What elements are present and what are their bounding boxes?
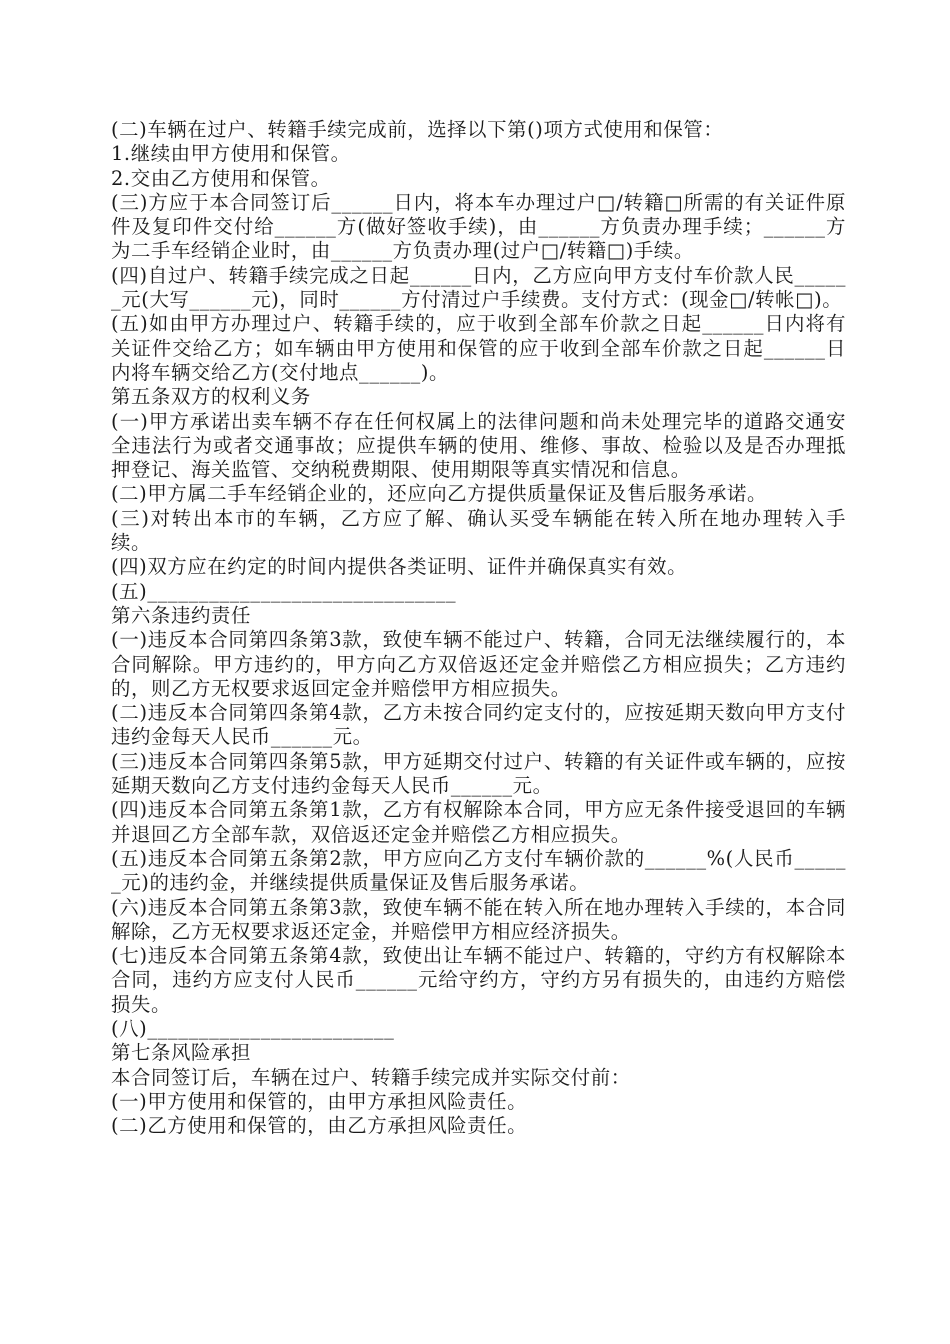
article-6-item-4: (四)违反本合同第五条第1款，乙方有权解除本合同，甲方应无条件接受退回的车辆并退回乙方全部车款，双倍返还定金并赔偿乙方相应损失。 — [111, 798, 846, 846]
section-heading-article-5: 第五条双方的权利义务 — [111, 385, 311, 409]
article-6-item-6: (六)违反本合同第五条第3款，致使车辆不能在转入所在地办理转入手续的，本合同解除，乙方无权要求返还定金，并赔偿甲方相应经济损失。 — [111, 895, 846, 943]
clause-5-delivery: (五)如由甲方办理过户、转籍手续的，应于收到全部车价款之日起______日内将有关证件交给乙方；如车辆由甲方使用和保管的应于收到全部车价款之日起______日内将车辆交给乙方(交付地点______)。 — [111, 312, 846, 384]
article-5-item-5-blank: (五)______________________________ — [111, 579, 457, 603]
article-6-item-2: (二)违反本合同第四条第4款，乙方未按合同约定支付的，应按延期天数向甲方支付违约金每天人民币______元。 — [111, 701, 846, 749]
option-1: 1.继续由甲方使用和保管。 — [111, 142, 351, 166]
article-6-item-5: (五)违反本合同第五条第2款，甲方应向乙方支付车辆价款的______%(人民币______元)的违约金，并继续提供质量保证及售后服务承诺。 — [111, 846, 846, 895]
section-heading-article-7: 第七条风险承担 — [111, 1041, 251, 1065]
option-2: 2.交由乙方使用和保管。 — [111, 166, 331, 190]
article-7-item-1: (一)甲方使用和保管的，由甲方承担风险责任。 — [111, 1089, 528, 1113]
article-5-item-1: (一)甲方承诺出卖车辆不存在任何权属上的法律问题和尚未处理完毕的道路交通安全违法行为或者交通事故；应提供车辆的使用、维修、事故、检验以及是否办理抵押登记、海关监管、交纳税费期限、使用期限等真实情况和信息。 — [111, 409, 846, 482]
article-7-item-2: (二)乙方使用和保管的，由乙方承担风险责任。 — [111, 1114, 528, 1138]
clause-4-payment: (四)自过户、转籍手续完成之日起______日内，乙方应向甲方支付车价款人民______元(大写______元)，同时______方付清过户手续费。支付方式：(现金□/转帐□)。 — [111, 263, 846, 312]
article-5-item-3: (三)对转出本市的车辆，乙方应了解、确认买受车辆能在转入所在地办理转入手续。 — [111, 506, 846, 555]
article-7-intro: 本合同签订后，车辆在过户、转籍手续完成并实际交付前： — [111, 1065, 631, 1089]
article-6-item-8-blank: (八)________________________ — [111, 1016, 395, 1040]
clause-2-usage-choice: (二)车辆在过户、转籍手续完成前，选择以下第()项方式使用和保管： — [111, 118, 724, 141]
document-page — [111, 118, 846, 1138]
article-6-item-3: (三)违反本合同第四条第5款，甲方延期交付过户、转籍的有关证件或车辆的，应按延期天数向乙方支付违约金每天人民币______元。 — [111, 749, 846, 798]
article-5-item-2: (二)甲方属二手车经销企业的，还应向乙方提供质量保证及售后服务承诺。 — [111, 482, 768, 506]
article-5-item-4: (四)双方应在约定的时间内提供各类证明、证件并确保真实有效。 — [111, 555, 688, 579]
article-6-item-1: (一)违反本合同第四条第3款，致使车辆不能过户、转籍，合同无法继续履行的，本合同解除。甲方违约的，甲方向乙方双倍返还定金并赔偿乙方相应损失；乙方违约的，则乙方无权要求返回定金并赔偿甲方相应损失。 — [111, 628, 846, 700]
article-6-item-7: (七)违反本合同第五条第4款，致使出让车辆不能过户、转籍的，守约方有权解除本合同，违约方应支付人民币______元给守约方，守约方另有损失的，由违约方赔偿损失。 — [111, 944, 846, 1016]
clause-3-documents: (三)方应于本合同签订后______日内，将本车办理过户□/转籍□所需的有关证件原件及复印件交付给______方(做好签收手续)，由______方负责办理手续；______方为二手车经销企业时，由______方负责办理(过户□/转籍□)手续。 — [111, 190, 846, 263]
section-heading-article-6: 第六条违约责任 — [111, 603, 251, 627]
